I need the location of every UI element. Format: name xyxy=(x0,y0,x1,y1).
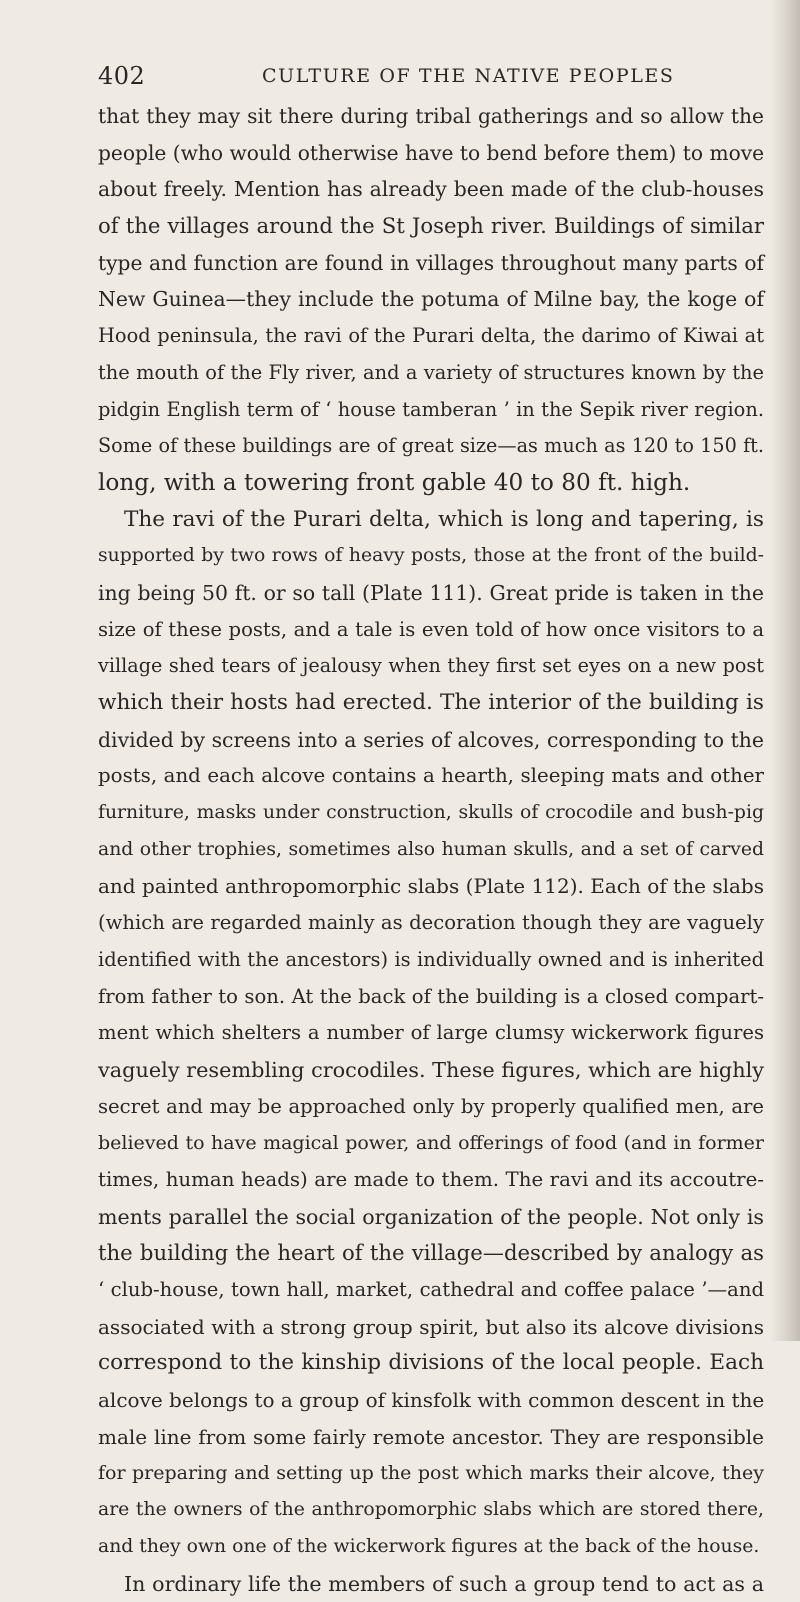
text-line: about freely. Mention has already been made of the club-houses xyxy=(98,171,764,208)
text-line: New Guinea—they include the potuma of Milne bay, the koge of xyxy=(98,281,764,318)
text-line: times, human heads) are made to them. The ravi and its accoutre- xyxy=(98,1162,764,1199)
text-line: are the owners of the anthropomorphic slabs which are stored there, xyxy=(98,1492,764,1529)
text-line: the mouth of the Fly river, and a variety of structures known by the xyxy=(98,355,764,392)
text-line: and painted anthropomorphic slabs (Plate 112). Each of the slabs xyxy=(98,868,764,905)
text-line: secret and may be approached only by properly qualified men, are xyxy=(98,1089,764,1126)
text-line: ‘ club-house, town hall, market, cathedral and coffee palace ’—and xyxy=(98,1272,764,1309)
text-line: (which are regarded mainly as decoration though they are vaguely xyxy=(98,905,764,942)
text-line: for preparing and setting up the post which marks their alcove, they xyxy=(98,1455,764,1492)
text-line: male line from some fairly remote ancestor. They are responsible xyxy=(98,1419,764,1456)
running-head xyxy=(98,62,758,94)
paragraph-start-line: The ravi of the Purari delta, which is long and tapering, is xyxy=(98,502,764,539)
text-line: of the villages around the St Joseph river. Buildings of similar xyxy=(98,208,764,245)
running-title: CULTURE OF THE NATIVE PEOPLES xyxy=(262,65,675,87)
text-line: identified with the ancestors) is individually owned and is inherited xyxy=(98,942,764,979)
text-line: that they may sit there during tribal gatherings and so allow the xyxy=(98,98,764,135)
paragraph-start-line: In ordinary life the members of such a group tend to act as a xyxy=(98,1566,764,1602)
text-line: correspond to the kinship divisions of the local people. Each xyxy=(98,1345,764,1382)
text-line: which their hosts had erected. The interior of the building is xyxy=(98,685,764,722)
text-line: the building the heart of the village—described by analogy as xyxy=(98,1235,764,1272)
text-line: divided by screens into a series of alcoves, corresponding to the xyxy=(98,722,764,759)
text-line: furniture, masks under construction, skulls of crocodile and bush-pig xyxy=(98,795,764,832)
text-line: supported by two rows of heavy posts, those at the front of the build- xyxy=(98,538,764,575)
text-line: posts, and each alcove contains a hearth, sleeping mats and other xyxy=(98,758,764,795)
text-line: people (who would otherwise have to bend before them) to move xyxy=(98,135,764,172)
text-line: and other trophies, sometimes also human skulls, and a set of carved xyxy=(98,832,764,869)
paragraph-end-line: and they own one of the wickerwork figures at the back of the house. xyxy=(98,1529,764,1566)
page-number: 402 xyxy=(98,62,145,90)
text-line: associated with a strong group spirit, but also its alcove divisions xyxy=(98,1309,764,1346)
text-line: vaguely resembling crocodiles. These figures, which are highly xyxy=(98,1052,764,1089)
text-line: Some of these buildings are of great size—as much as 120 to 150 ft. xyxy=(98,428,764,465)
paragraph-end-line: long, with a towering front gable 40 to 80 ft. high. xyxy=(98,465,764,502)
text-line: ment which shelters a number of large clumsy wickerwork figures xyxy=(98,1015,764,1052)
text-line: type and function are found in villages throughout many parts of xyxy=(98,245,764,282)
text-line: ments parallel the social organization of the people. Not only is xyxy=(98,1199,764,1236)
text-line: from father to son. At the back of the building is a closed compart- xyxy=(98,979,764,1016)
body-text xyxy=(98,98,764,1602)
text-line: size of these posts, and a tale is even told of how once visitors to a xyxy=(98,612,764,649)
text-line: village shed tears of jealousy when they first set eyes on a new post xyxy=(98,648,764,685)
text-line: Hood peninsula, the ravi of the Purari delta, the darimo of Kiwai at xyxy=(98,318,764,355)
text-line: ing being 50 ft. or so tall (Plate 111). Great pride is taken in the xyxy=(98,575,764,612)
text-line: believed to have magical power, and offerings of food (and in former xyxy=(98,1125,764,1162)
text-line: alcove belongs to a group of kinsfolk with common descent in the xyxy=(98,1382,764,1419)
text-line: pidgin English term of ‘ house tamberan ’ in the Sepik river region. xyxy=(98,392,764,429)
